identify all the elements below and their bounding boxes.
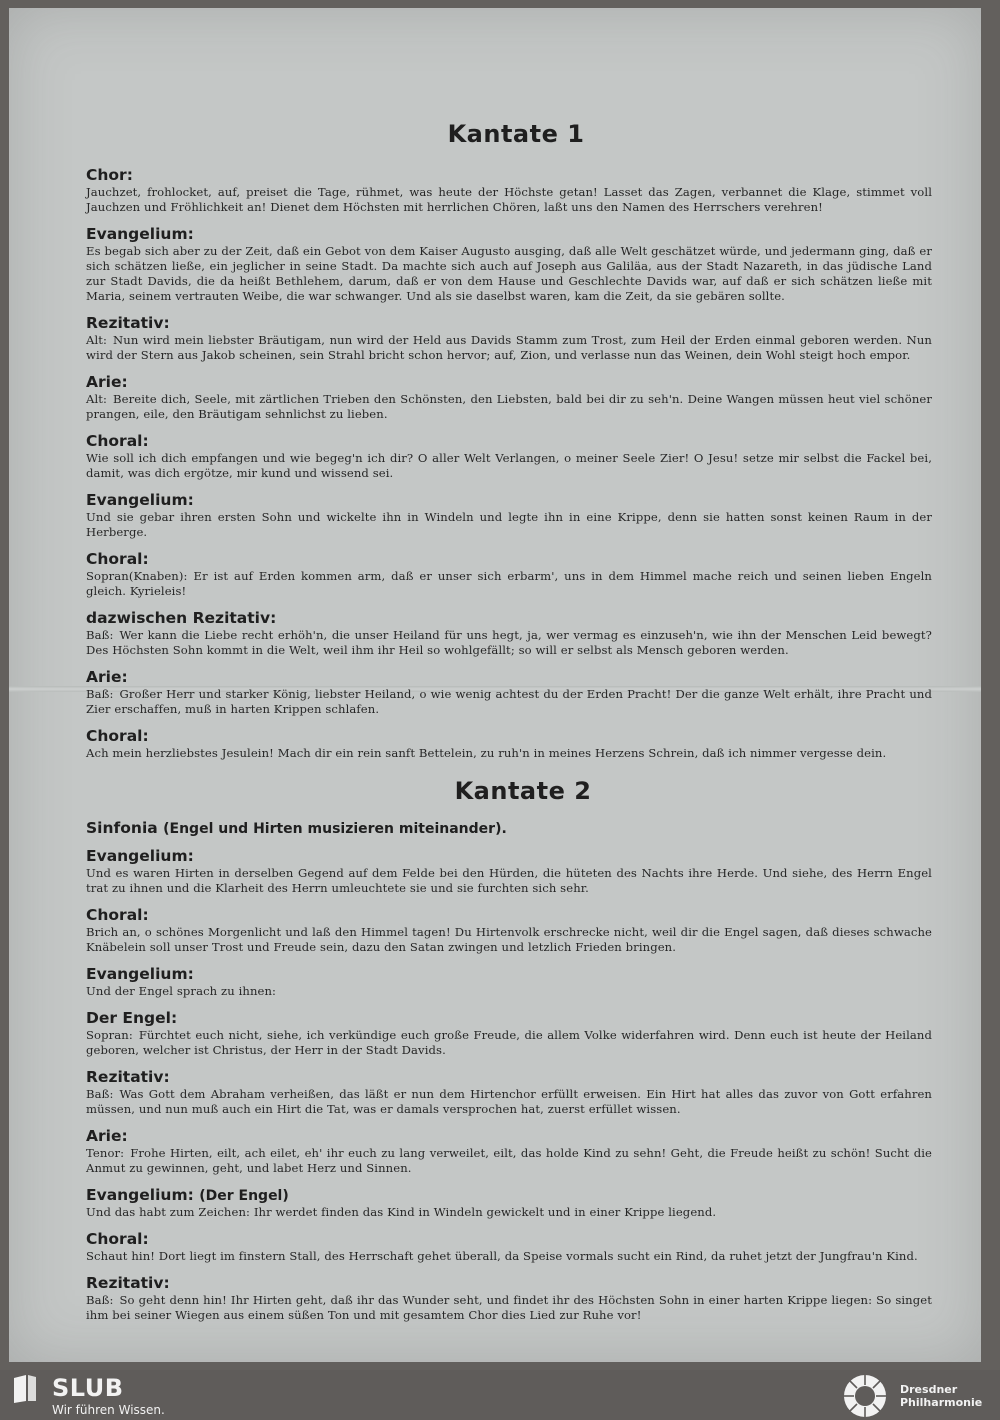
section bbox=[86, 491, 932, 540]
slub-name[interactable]: SLUB bbox=[52, 1374, 124, 1402]
section-body bbox=[86, 510, 932, 540]
dresdner-philharmonie-logo-icon[interactable] bbox=[842, 1373, 888, 1419]
kantate-1-title: Kantate 1 bbox=[447, 120, 585, 148]
section-body bbox=[86, 185, 932, 215]
section-body bbox=[86, 1293, 932, 1323]
section-heading-text: Evangelium: bbox=[86, 965, 194, 983]
section bbox=[86, 668, 932, 717]
section-text: Nun wird mein liebster Bräutigam, nun wird der Held aus Davids Stamm zum Trost, zum Heil der Erden einmal geboren werden. Nun wird der Stern aus Jakob scheinen, sein Strahl bricht schon hervor; auf, Zion, und verlasse nun das Weinen, dein Wohl steigt hoch empor. bbox=[86, 333, 932, 362]
section-heading bbox=[86, 847, 932, 865]
section bbox=[86, 1186, 932, 1220]
section-text: Fürchtet euch nicht, siehe, ich verkündige euch große Freude, die allem Volke widerfahren wird. Denn euch ist heute der Heiland geboren, welcher ist Christus, der Herr in der Stadt Davids. bbox=[86, 1028, 932, 1057]
slub-tagline: Wir führen Wissen. bbox=[52, 1403, 165, 1417]
section bbox=[86, 1068, 932, 1117]
section-heading-text: Rezitativ: bbox=[86, 1068, 170, 1086]
section bbox=[86, 373, 932, 422]
slub-logo-icon[interactable] bbox=[12, 1374, 38, 1404]
section bbox=[86, 819, 932, 837]
section-heading-text: Arie: bbox=[86, 373, 128, 391]
section-heading bbox=[86, 373, 932, 391]
section-heading bbox=[86, 609, 932, 627]
section-text: Brich an, o schönes Morgenlicht und laß den Himmel tagen! Du Hirtenvolk erschrecke nicht, weil dir die Engel sagen, daß dieses schwache Knäbelein soll unser Trost und Freude sein, dazu den Satan zwingen und letzlich Frieden bringen. bbox=[86, 925, 932, 954]
section-body bbox=[86, 1087, 932, 1117]
section-heading bbox=[86, 550, 932, 568]
section-body bbox=[86, 569, 932, 599]
section-body bbox=[86, 1249, 932, 1264]
section-heading bbox=[86, 668, 932, 686]
section-heading bbox=[86, 314, 932, 332]
section-heading bbox=[86, 819, 932, 837]
section bbox=[86, 550, 932, 599]
section-heading-text: Choral: bbox=[86, 550, 149, 568]
section-heading-text: dazwischen Rezitativ: bbox=[86, 609, 277, 627]
section bbox=[86, 225, 932, 304]
kantate-2-title: Kantate 2 bbox=[454, 777, 592, 805]
section bbox=[86, 906, 932, 955]
section-heading bbox=[86, 225, 932, 243]
section-heading-text: Choral: bbox=[86, 432, 149, 450]
section-heading-text: Evangelium: bbox=[86, 491, 194, 509]
section bbox=[86, 314, 932, 363]
section-text: Schaut hin! Dort liegt im finstern Stall, des Herrschaft gehet überall, da Speise vormals sucht ein Rind, da ruhet jetzt der Jungfrau'n Kind. bbox=[86, 1249, 918, 1263]
partner-line-1: Dresdner bbox=[900, 1383, 958, 1396]
partner-line-2: Philharmonie bbox=[900, 1396, 983, 1409]
section bbox=[86, 609, 932, 658]
kantate-2-sections bbox=[86, 819, 932, 1323]
section-heading bbox=[86, 1274, 932, 1292]
section-text: Ach mein herzliebstes Jesulein! Mach dir ein rein sanft Bettelein, zu ruh'n in meines Herzens Schrein, daß ich nimmer vergesse dein. bbox=[86, 746, 887, 760]
section-text: Und das habt zum Zeichen: Ihr werdet finden das Kind in Windeln gewickelt und in einer Krippe liegend. bbox=[86, 1205, 717, 1219]
section-heading bbox=[86, 906, 932, 924]
section-body bbox=[86, 984, 932, 999]
section bbox=[86, 1127, 932, 1176]
section bbox=[86, 432, 932, 481]
section-heading bbox=[86, 1127, 932, 1145]
section-heading bbox=[86, 491, 932, 509]
section-body bbox=[86, 244, 932, 304]
voice-label: Baß: bbox=[86, 628, 114, 642]
section-text: Was Gott dem Abraham verheißen, das läßt er nun dem Hirtenchor erfüllt erweisen. Ein Hirt hat alles das zuvor von Gott erfahren müssen, und nun muß auch ein Hirt die Tat, was er damals versprochen hat, zuerst erfüllet wissen. bbox=[86, 1087, 932, 1116]
section-body bbox=[86, 628, 932, 658]
section-text: Und sie gebar ihren ersten Sohn und wickelte ihn in Windeln und legte ihn in eine Krippe, denn sie hatten sonst keinen Raum in der Herberge. bbox=[86, 510, 932, 539]
section-heading-text: Choral: bbox=[86, 727, 149, 745]
section-heading-text: Der Engel: bbox=[86, 1009, 178, 1027]
voice-label: Sopran(Knaben): bbox=[86, 569, 188, 583]
voice-label: Alt: bbox=[86, 392, 108, 406]
section-text: Es begab sich aber zu der Zeit, daß ein Gebot von dem Kaiser Augusto ausging, daß alle Welt geschätzet würde, und jedermann ging, daß er sich schätzen ließe, ein jeglicher in seine Stadt. Da machte sich auch auf Joseph aus Galiläa, aus der Stadt Nazareth, in das jüdische Land zur Stadt Davids, die da heißt Bethlehem, darum, daß er von dem Hause und Geschlechte Davids war, auf daß er sich schätzen ließe mit Maria, seinem vertrauten Weibe, die war schwanger. Und als sie daselbst waren, kam die Zeit, da sie gebären sollte. bbox=[86, 244, 932, 303]
section-heading bbox=[86, 965, 932, 983]
section bbox=[86, 1009, 932, 1058]
footer-bar bbox=[0, 1370, 1000, 1420]
section-body bbox=[86, 451, 932, 481]
section bbox=[86, 1274, 932, 1323]
section-heading-text: Choral: bbox=[86, 1230, 149, 1248]
section-text: Frohe Hirten, eilt, ach eilet, eh' ihr euch zu lang verweilet, eilt, das holde Kind zu sehn! Geht, die Freude heißt zu schön! Sucht die Anmut zu gewinnen, geht, und labet Herz und Sinnen. bbox=[86, 1146, 932, 1175]
section bbox=[86, 847, 932, 896]
section-text: Und es waren Hirten in derselben Gegend auf dem Felde bei den Hürden, die hüteten des Nachts ihre Herde. Und siehe, des Herrn Engel trat zu ihnen und die Klarheit des Herrn umleuchtete sie und sie furchten sich sehr. bbox=[86, 866, 932, 895]
section-text: Er ist auf Erden kommen arm, daß er unser sich erbarm', uns in dem Himmel mache reich und seinen lieben Engeln gleich. Kyrieleis! bbox=[86, 569, 932, 598]
section-text: Großer Herr und starker König, liebster Heiland, o wie wenig achtest du der Erden Pracht! Der die ganze Welt erhält, ihre Pracht und Zier erschaffen, muß in harten Krippen schlafen. bbox=[86, 687, 932, 716]
section-text: So geht denn hin! Ihr Hirten geht, daß ihr das Wunder seht, und findet ihr des Höchsten Sohn in einer harten Krippe liegen: So singet ihm bei seiner Wiegen aus einem süßen Ton und mit gesamtem Chor dies Lied zur Ruhe vor! bbox=[86, 1293, 932, 1322]
voice-label: Baß: bbox=[86, 1087, 114, 1101]
section-heading-extra: (Der Engel) bbox=[199, 1188, 289, 1204]
dresdner-philharmonie-name[interactable] bbox=[900, 1383, 982, 1409]
section-heading-text: Rezitativ: bbox=[86, 314, 170, 332]
section-heading-text: Sinfonia bbox=[86, 819, 158, 837]
section-body bbox=[86, 925, 932, 955]
voice-label: Tenor: bbox=[86, 1146, 125, 1160]
section-body bbox=[86, 392, 932, 422]
section-heading bbox=[86, 1186, 932, 1204]
section-body bbox=[86, 1028, 932, 1058]
section-heading bbox=[86, 1009, 932, 1027]
voice-label: Baß: bbox=[86, 1293, 114, 1307]
section-heading-text: Arie: bbox=[86, 668, 128, 686]
section-heading-text: Evangelium: bbox=[86, 225, 194, 243]
section-heading-text: Arie: bbox=[86, 1127, 128, 1145]
section-text: Bereite dich, Seele, mit zärtlichen Trieben den Schönsten, den Liebsten, bald bei dir zu seh'n. Deine Wangen müssen heut viel schöner prangen, eile, den Bräutigam sehnlichst zu lieben. bbox=[86, 392, 932, 421]
section-heading bbox=[86, 1068, 932, 1086]
section-heading-extra: (Engel und Hirten musizieren miteinander). bbox=[163, 821, 507, 837]
section-heading-text: Chor: bbox=[86, 166, 133, 184]
section-heading bbox=[86, 727, 932, 745]
section-heading-text: Evangelium: bbox=[86, 847, 194, 865]
kantate-1-sections bbox=[86, 166, 932, 761]
section-heading-text: Evangelium: bbox=[86, 1186, 194, 1204]
section bbox=[86, 1230, 932, 1264]
section-text: Wer kann die Liebe recht erhöh'n, die unser Heiland für uns hegt, ja, wer vermag es einzuseh'n, wie ihn der Menschen Leid bewegt? Des Höchsten Sohn kommt in die Welt, weil ihm ihr Heil so wohlgefällt; so will er selbst als Mensch geboren werden. bbox=[86, 628, 932, 657]
section-text: Und der Engel sprach zu ihnen: bbox=[86, 984, 277, 998]
section-text: Jauchzet, frohlocket, auf, preiset die Tage, rühmet, was heute der Höchste getan! Lasset das Zagen, verbannet die Klage, stimmet voll Jauchzen und Fröhlichkeit an! Dienet dem Höchsten mit herrlichen Chören, laßt uns den Namen des Herrschers verehren! bbox=[86, 185, 932, 214]
voice-label: Baß: bbox=[86, 687, 114, 701]
voice-label: Sopran: bbox=[86, 1028, 133, 1042]
section bbox=[86, 727, 932, 761]
section bbox=[86, 166, 932, 215]
section-body bbox=[86, 746, 932, 761]
section-heading-text: Choral: bbox=[86, 906, 149, 924]
section-body bbox=[86, 1205, 932, 1220]
section-body bbox=[86, 687, 932, 717]
section bbox=[86, 965, 932, 999]
section-heading-text: Rezitativ: bbox=[86, 1274, 170, 1292]
section-text: Wie soll ich dich empfangen und wie begeg'n ich dir? O aller Welt Verlangen, o meiner Seele Zier! O Jesu! setze mir selbst die Fackel bei, damit, was dich ergötze, mir kund und wissend sei. bbox=[86, 451, 932, 480]
document-content bbox=[86, 120, 932, 1333]
section-heading bbox=[86, 1230, 932, 1248]
voice-label: Alt: bbox=[86, 333, 108, 347]
section-heading bbox=[86, 432, 932, 450]
section-body bbox=[86, 333, 932, 363]
section-heading bbox=[86, 166, 932, 184]
section-body bbox=[86, 1146, 932, 1176]
section-body bbox=[86, 866, 932, 896]
